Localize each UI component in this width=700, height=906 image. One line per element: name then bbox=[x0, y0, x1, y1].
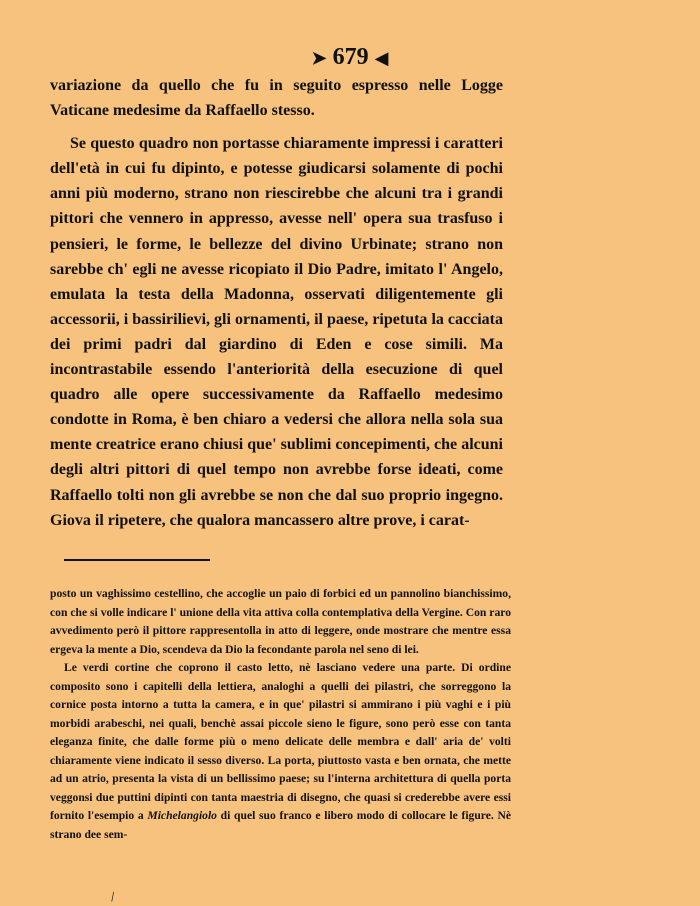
footnote-paragraph-1: posto un vaghissimo cestellino, che accoglie un paio di forbici ed un pannolino bianchissimo, con che si volle indicare l' unione della vita attiva colla contemplativa della Vergine. Con raro avvedimento però il pittore rappresentolla in atto di leggere, onde mostrare che mentre essa ergeva la mente a Dio, scendeva da Dio la fecondante parola nel seno di lei. bbox=[50, 587, 511, 656]
footnote-italic-name: Michelangiolo bbox=[147, 809, 217, 822]
page-number: 679 bbox=[332, 44, 369, 70]
footnote-paragraph-2-text: Le verdi cortine che coprono il casto letto, nè lasciano vedere una parte. Di ordine composito sono i capitelli della lettiera, analoghi a quelli dei pilastri, che sorreggono la cornice posta intorno a tutta la camera, e in que' pilastri si ammirano i più vaghi e i più morbidi arabeschi, nei quali, benchè assai piccole sieno le figure, sono però esse con tanta eleganza finite, che dalle forme più o meno delicate delle membra e dall' aria de' volti chiaramente viene indicato il sesso diverso. La porta, piuttosto vasta e ben ornata, che mette ad un atrio, presenta la vista di un bellissimo paese; su l'interna architettura di quella porta veggonsi due puttini dipinti con tanta maestria di disegno, che quasi si crederebbe avere essi fornito l'esempio a bbox=[50, 661, 511, 822]
left-arrow-ornament-icon: ◀ bbox=[374, 48, 389, 68]
footnote-divider bbox=[64, 559, 210, 561]
main-text-body bbox=[50, 73, 503, 533]
footnote-paragraph-2 bbox=[50, 659, 511, 844]
page-number-header bbox=[0, 42, 700, 73]
main-paragraph-1: variazione da quello che fu in seguito espresso nelle Logge Vaticane medesime da Raffaello stesso. bbox=[50, 77, 503, 120]
right-arrow-ornament-icon: ➤ bbox=[311, 48, 327, 68]
stray-ink-mark: \ bbox=[106, 890, 118, 906]
footnote-paragraph-2-end: di quel suo franco e libero modo di collocare le figure. Nè strano dee sem- bbox=[50, 809, 511, 841]
main-paragraph-2: Se questo quadro non portasse chiaramente impressi i caratteri dell'età in cui fu dipinto, e potesse giudicarsi solamente di pochi anni più moderno, strano non riescirebbe che alcuni tra i grandi pittori che vennero in appresso, avesse nell' opera sua trasfuso i pensieri, le forme, le bellezze del divino Urbinate; strano non sarebbe ch' egli ne avesse ricopiato il Dio Padre, imitato l' Angelo, emulata la testa della Madonna, osservati diligentemente gli accessorii, i bassirilievi, gli ornamenti, il paese, ripetuta la cacciata dei primi padri dal giardino di Eden e cose simili. Ma incontrastabile essendo l'anteriorità della esecuzione di quel quadro alle opere successivamente da Raffaello medesimo condotte in Roma, è ben chiaro a vedersi che allora nella sola sua mente creatrice erano chiusi que' sublimi concepimenti, che alcuni degli altri pittori di quel tempo non avrebbe forse ideati, come Raffaello tolti non gli avrebbe se non che dal suo proprio ingegno. Giova il ripetere, che qualora mancassero altre prove, i carat- bbox=[50, 135, 503, 529]
footnotes-block bbox=[50, 585, 511, 844]
